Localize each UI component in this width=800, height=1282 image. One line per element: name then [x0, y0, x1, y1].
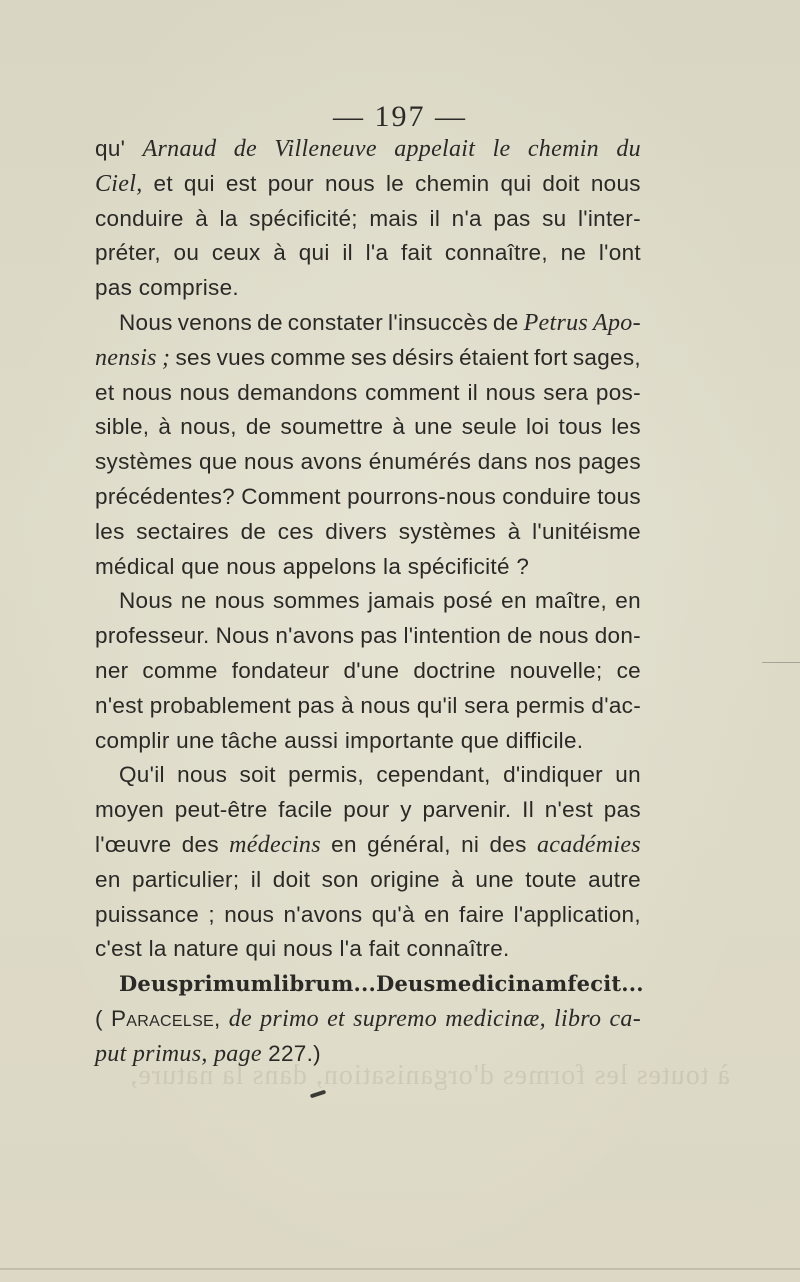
word: toute [525, 866, 577, 892]
word: à [195, 205, 209, 231]
word: en [331, 831, 357, 857]
word: fecit... [567, 971, 644, 997]
text-line [95, 515, 641, 550]
word: nature [173, 936, 246, 962]
word: soit [239, 762, 276, 788]
word: nous [590, 170, 641, 196]
word: à [158, 414, 172, 440]
word: précédentes? [95, 483, 235, 509]
text-line [95, 341, 641, 376]
word: nous [360, 692, 411, 718]
word: de [240, 518, 267, 544]
word: c'est [95, 936, 149, 962]
word: pages [578, 449, 641, 475]
word: l'ont [598, 240, 641, 266]
word: médical [95, 553, 182, 579]
word: medicinam [435, 971, 568, 997]
word: étaient [459, 344, 529, 370]
word: pas [493, 205, 531, 231]
word: ses [175, 344, 212, 370]
word: fort [533, 344, 568, 370]
word: autre [588, 866, 641, 892]
word: en [615, 588, 641, 614]
word: tâche [221, 727, 285, 753]
word: il [342, 240, 353, 266]
word: à [392, 414, 406, 440]
word: une [414, 414, 453, 440]
word: page [213, 1040, 269, 1067]
word: nous [122, 379, 172, 405]
word: Nous [215, 623, 270, 649]
word: nous [177, 762, 228, 788]
word: ; [208, 901, 215, 927]
word: pour [267, 170, 314, 196]
text-line [95, 202, 641, 237]
word: d'indiquer [503, 762, 603, 788]
word: parvenir. [422, 797, 512, 823]
word: académies [536, 831, 641, 858]
word: permis, [288, 762, 364, 788]
text-line [95, 758, 641, 793]
word: à [341, 692, 354, 718]
word: nous [226, 553, 283, 579]
word: une [475, 866, 514, 892]
word: qui [500, 170, 532, 196]
word: facile [278, 797, 333, 823]
word: medicinæ, [445, 1005, 546, 1032]
word: ceux [211, 240, 261, 266]
word: soumettre [280, 414, 384, 440]
word: probablement [149, 692, 291, 718]
word: à [273, 240, 287, 266]
word: la [148, 936, 174, 962]
word: systèmes [95, 449, 193, 475]
word: nous [485, 379, 536, 405]
word: et [95, 379, 115, 405]
word: ner [95, 657, 129, 683]
word: nous [214, 588, 265, 614]
word: tous [558, 414, 603, 440]
word: librum... [273, 971, 377, 997]
page-edge [0, 1268, 800, 1270]
word: n'est [95, 692, 144, 718]
word: le [492, 136, 511, 162]
word: le [385, 170, 405, 196]
word: l'inter- [577, 205, 641, 231]
word: doit [272, 866, 311, 892]
word: ses [350, 344, 387, 370]
text-line [95, 654, 641, 689]
word: avons [300, 449, 363, 475]
word: spécificité; [249, 205, 358, 231]
word: pas [360, 623, 398, 649]
word: n'avons [275, 623, 355, 649]
text-line [95, 445, 641, 480]
word: tous [597, 483, 641, 509]
word: que [199, 449, 238, 475]
word: Ciel, [95, 170, 143, 197]
word: permis [515, 692, 585, 718]
word: doctrine [413, 657, 496, 683]
word: la [383, 553, 408, 579]
word: l'œuvre [95, 831, 172, 857]
word: particulier; [132, 866, 240, 892]
text-line [95, 863, 641, 898]
word: des [181, 831, 219, 857]
word: des [489, 831, 527, 857]
word: vues [216, 344, 266, 370]
word: sommes [272, 588, 360, 614]
word: il [429, 205, 441, 231]
word: est [225, 170, 257, 196]
word: nous [179, 379, 230, 405]
word: nous, [180, 414, 237, 440]
word: venons [177, 309, 253, 335]
word: demandons [237, 379, 358, 405]
word: posé [442, 588, 493, 614]
word: pas [95, 275, 139, 301]
word: libro [554, 1005, 602, 1032]
text-line [95, 1037, 641, 1072]
text-line [95, 932, 641, 967]
text-line [95, 689, 641, 724]
word: chemin [527, 136, 599, 162]
word: professeur. [95, 623, 210, 649]
word: Apo- [593, 309, 641, 336]
word: pas [603, 797, 641, 823]
word: de [492, 309, 519, 335]
word: aussi [284, 727, 345, 753]
word: comme [142, 657, 218, 683]
word: puissance [95, 901, 200, 927]
word: en [424, 901, 450, 927]
word: nouvelle; [509, 657, 603, 683]
word: Petrus [523, 309, 589, 336]
word: pour [343, 797, 390, 823]
word: l'unitéisme [532, 518, 641, 544]
word: les [611, 414, 641, 440]
word: constater [287, 309, 384, 335]
word: chemin [415, 170, 490, 196]
body-text [95, 132, 644, 1072]
bleed-through-text: à toutes les formes d'organisation, dans la nature, [129, 1060, 730, 1091]
word: ne [180, 588, 207, 614]
word: et [327, 1005, 346, 1032]
word: ? [516, 553, 536, 579]
word: pos- [595, 379, 641, 405]
word: nous [324, 170, 375, 196]
word: pourrons-nous [347, 483, 497, 509]
word: sible, [95, 414, 150, 440]
word: n'a [451, 205, 482, 231]
text-line [95, 236, 641, 271]
word: l'application, [513, 901, 641, 927]
word: comprise. [138, 275, 246, 301]
word: jamais [367, 588, 435, 614]
word: n'avons [283, 901, 363, 927]
word: qui [245, 936, 283, 962]
word: préter, [95, 240, 161, 266]
page-number: — 197 — [333, 100, 467, 133]
word: ni [461, 831, 480, 857]
word: Paracelse, [110, 1005, 221, 1031]
word: don- [594, 623, 641, 649]
word: de [507, 623, 533, 649]
word: que [181, 553, 227, 579]
word: de [257, 309, 283, 335]
word: fait [368, 936, 407, 962]
word: de [233, 136, 257, 162]
word: fondateur [231, 657, 330, 683]
word: primo [260, 1005, 319, 1032]
word: connaître. [406, 936, 517, 962]
word: l'a [365, 240, 389, 266]
word: Il [522, 797, 535, 823]
word: ne [560, 240, 587, 266]
word: origine [370, 866, 440, 892]
word: en [95, 866, 121, 892]
word: supremo [353, 1005, 438, 1032]
text-line [95, 898, 641, 933]
word: Comment [241, 483, 341, 509]
margin-mark [762, 662, 800, 663]
word: Deus [376, 971, 436, 997]
text-line [95, 1002, 641, 1037]
word: son [321, 866, 359, 892]
word: qu'il [416, 692, 458, 718]
word: connaître, [444, 240, 548, 266]
text-line [95, 584, 641, 619]
word: dans [477, 449, 528, 475]
word: fait [400, 240, 433, 266]
word: su [542, 205, 567, 231]
word: sages, [572, 344, 641, 370]
word: faire [459, 901, 505, 927]
word: appelons [282, 553, 384, 579]
word: ces [277, 518, 314, 544]
word: la [219, 205, 238, 231]
text-line [95, 167, 641, 202]
word: Arnaud [142, 136, 217, 162]
word: seule [461, 414, 517, 440]
word: systèmes [398, 518, 497, 544]
word: d'ac- [591, 692, 641, 718]
word: y [400, 797, 412, 823]
word: qui [183, 170, 215, 196]
word: nous [244, 449, 295, 475]
text-line [95, 967, 644, 1002]
word: Qu'il [119, 762, 165, 788]
text-line [95, 376, 641, 411]
word: divers [325, 518, 388, 544]
word: sera [543, 379, 589, 405]
text-line [95, 828, 641, 863]
word: primus, [132, 1040, 214, 1067]
word: de [228, 1005, 252, 1032]
word: cependant, [376, 762, 491, 788]
word: nous [224, 901, 275, 927]
word: Deus [119, 971, 179, 997]
word: et [153, 170, 173, 196]
word: comment [365, 379, 460, 405]
word: désirs [392, 344, 454, 370]
word: doit [542, 170, 580, 196]
word: qui [298, 240, 330, 266]
text-line [95, 306, 641, 341]
word: énumérés [368, 449, 472, 475]
word: importante [344, 727, 461, 753]
word: ce [616, 657, 641, 683]
word: peut-être [174, 797, 268, 823]
text-line [95, 480, 641, 515]
word: nos [534, 449, 572, 475]
word: d'une [343, 657, 400, 683]
word: ca- [609, 1005, 641, 1032]
word: ou [173, 240, 200, 266]
word: ( [95, 1005, 103, 1031]
word: conduire [95, 205, 184, 231]
word: l'a [339, 936, 369, 962]
word: Nous [119, 588, 173, 614]
text-line [95, 550, 641, 585]
word: qu' [95, 136, 126, 161]
word: sera [464, 692, 510, 718]
word: qu'à [371, 901, 415, 927]
word: du [616, 136, 641, 162]
text-line [95, 619, 641, 654]
word: n'est [544, 797, 594, 823]
text-line [95, 132, 641, 167]
text-line [95, 271, 641, 306]
word: nous [538, 623, 589, 649]
word: une [176, 727, 222, 753]
word: Villeneuve [274, 136, 377, 162]
word: loi [526, 414, 550, 440]
text-line [95, 410, 641, 445]
word: conduire [502, 483, 592, 509]
word: difficile. [505, 727, 590, 753]
word: de [245, 414, 272, 440]
word: maître, [534, 588, 608, 614]
word: mais [369, 205, 419, 231]
word: en [501, 588, 527, 614]
word: put [95, 1040, 133, 1067]
word: un [615, 762, 641, 788]
word: à [451, 866, 465, 892]
word: médecins [229, 831, 321, 858]
word: ; [162, 344, 171, 371]
text-line [95, 724, 641, 759]
word: pas [297, 692, 335, 718]
word: nensis [95, 344, 157, 371]
word: moyen [95, 797, 165, 823]
word: l'intention [403, 623, 502, 649]
word: complir [95, 727, 177, 753]
word: les [95, 518, 125, 544]
word: primum [178, 971, 274, 997]
word: Nous [119, 309, 173, 335]
word: comme [270, 344, 346, 370]
word: général, [367, 831, 451, 857]
word: il [250, 866, 262, 892]
word: 227.) [268, 1040, 328, 1066]
word: spécificité [407, 553, 517, 579]
word: appelait [394, 136, 476, 162]
word: à [507, 518, 521, 544]
text-line [95, 793, 641, 828]
word: l'insuccès [388, 309, 488, 335]
word: il [467, 379, 479, 405]
word: sectaires [136, 518, 229, 544]
word: nous [282, 936, 340, 962]
word: que [460, 727, 506, 753]
